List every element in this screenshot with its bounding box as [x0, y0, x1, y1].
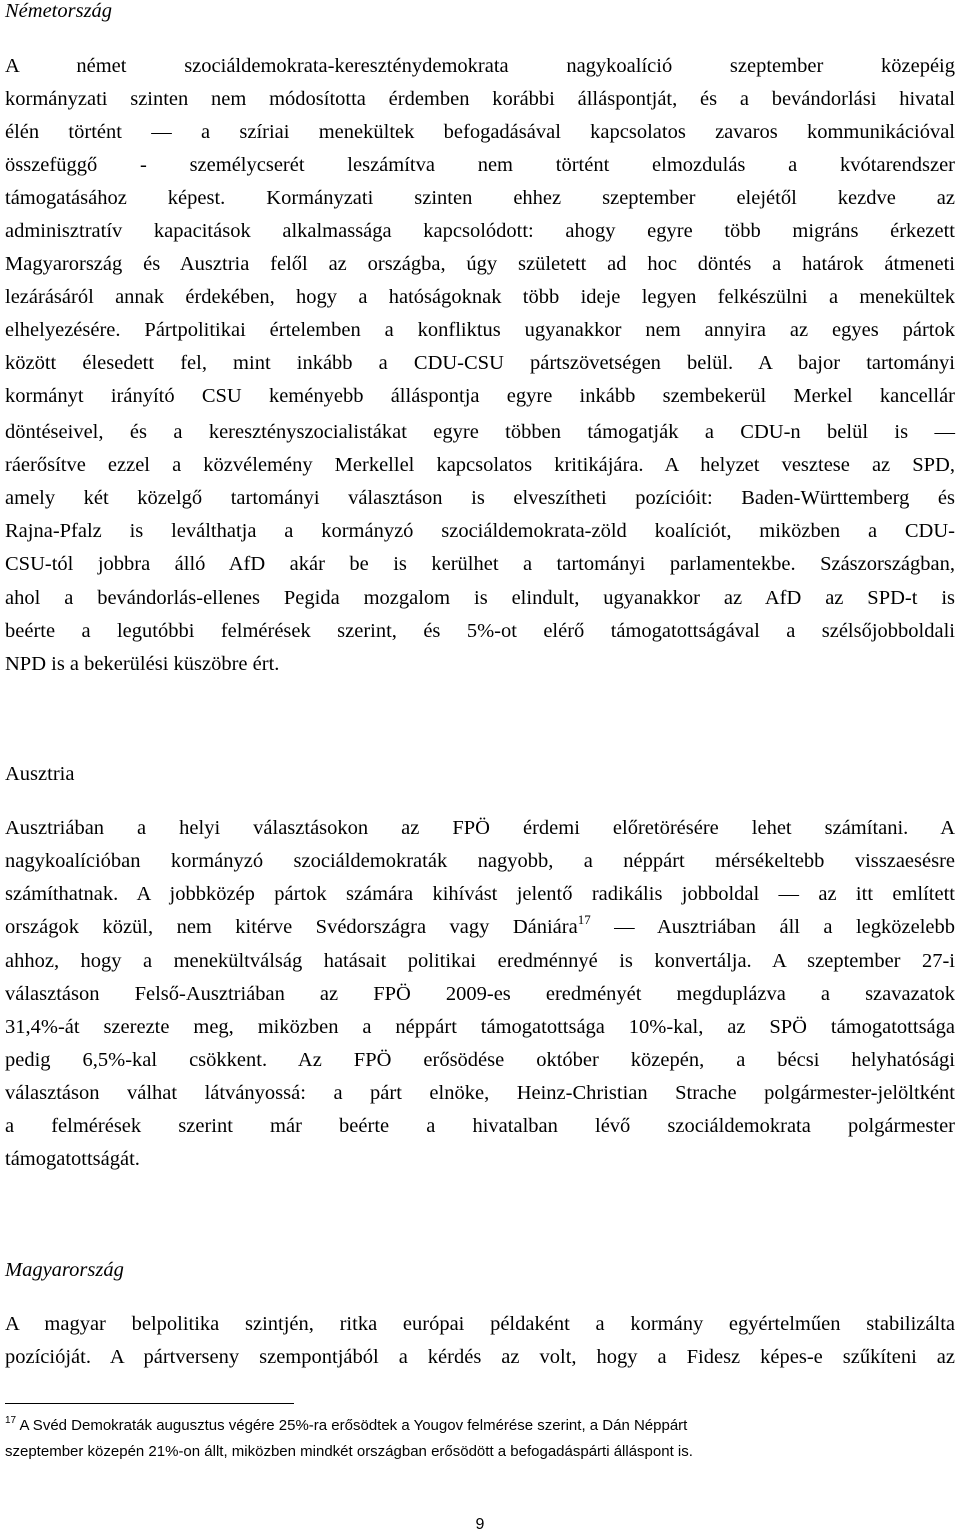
- text-line: ráerősítve ezzel a közvélemény Merkellel kapcsolatos kritikájára. A helyzet vesztese az SPD,: [5, 454, 955, 476]
- text-line: nagykoalícióban kormányzó szociáldemokraták nagyobb, a néppárt mérsékeltebb visszaesésre: [5, 850, 955, 872]
- footnote-text: szeptember közepén 21%-on állt, miközben mindkét országban erősödött a befogadáspárti álláspont is.: [5, 1443, 693, 1460]
- text-line: támogatásához képest. Kormányzati szinten ehhez szeptember elejétől kezdve az: [5, 187, 955, 209]
- text-line: CSU-tól jobbra álló AfD akár be is kerülhet a tartományi parlamentekbe. Szászországban,: [5, 553, 955, 575]
- text-line: ahhoz, hogy a menekültválság hatásait politikai eredménnyé is konvertálja. A szeptember 27-i: [5, 950, 955, 972]
- text-line: adminisztratív kapacitások alkalmassága kapcsolódott: ahogy egyre több migráns érkezett: [5, 220, 955, 242]
- text-line: NPD is a bekerülési küszöbre ért.: [5, 653, 280, 675]
- text-line: választáson Felső-Ausztriában az FPÖ 2009-es eredményét megduplázva a szavazatok: [5, 983, 955, 1005]
- text-line: választáson válhat látványossá: a párt elnöke, Heinz-Christian Strache polgármester-jelöltként: [5, 1082, 955, 1104]
- text-line: Magyarország és Ausztria felől az országba, úgy született ad hoc döntés a határok átmeneti: [5, 253, 955, 275]
- text-segment: országok közül, nem kitérve Svédországra vagy Dániára: [5, 916, 578, 938]
- section-heading-hungary: Magyarország: [5, 1259, 124, 1281]
- text-line: számíthatnak. A jobbközép pártok számára kihívást jelentő radikális jobboldal — az itt említett: [5, 883, 955, 905]
- text-line: döntéseivel, és a keresztényszocialistákat egyre többen támogatják a CDU-n belül is —: [5, 421, 955, 443]
- text-line: élén történt — a szíriai menekültek befogadásával kapcsolatos zavaros kommunikációval: [5, 121, 955, 143]
- text-line: között élesedett fel, mint inkább a CDU-CSU pártszövetségen belül. A bajor tartományi: [5, 352, 955, 374]
- text-line: [5, 914, 955, 940]
- footnote-number: 17: [5, 1415, 17, 1426]
- text-line: Rajna-Pfalz is leválthatja a kormányzó szociáldemokrata-zöld koalíciót, miközben a CDU-: [5, 520, 955, 542]
- text-line: 31,4%-át szerezte meg, miközben a néppárt támogatottsága 10%-kal, az SPÖ támogatottsága: [5, 1016, 955, 1038]
- text-line: pozícióját. A pártverseny szempontjából a kérdés az volt, hogy a Fidesz képes-e szűkíteni az: [5, 1346, 955, 1368]
- footnote-text: A Svéd Demokraták augusztus végére 25%-ra erősödtek a Yougov felmérése szerint, a Dán Néppárt: [16, 1417, 688, 1434]
- text-line: A német szociáldemokrata-kereszténydemokrata nagykoalíció szeptember közepéig: [5, 55, 955, 77]
- section-heading-austria: Ausztria: [5, 763, 75, 785]
- section-heading-germany: Németország: [5, 0, 113, 22]
- text-line: A magyar belpolitika szintjén, ritka európai példaként a kormány egyértelműen stabilizálta: [5, 1313, 955, 1335]
- text-line: Ausztriában a helyi választásokon az FPÖ érdemi előretörésére lehet számítani. A: [5, 817, 955, 839]
- text-line: kormányt irányító CSU keményebb álláspontja egyre inkább szembekerül Merkel kancellár: [5, 385, 955, 407]
- text-line: támogatottságát.: [5, 1148, 140, 1170]
- footnote-ref-17[interactable]: 17: [577, 912, 591, 927]
- text-segment: — Ausztriában áll a legközelebb: [590, 916, 955, 938]
- text-line: ahol a bevándorlás-ellenes Pegida mozgalom is elindult, ugyanakkor az AfD az SPD-t is: [5, 587, 955, 609]
- text-line: beérte a legutóbbi felmérések szerint, és 5%-ot elérő támogatottságával a szélsőjobboldali: [5, 620, 955, 642]
- text-line: lezárásáról annak érdekében, hogy a hatóságoknak több ideje legyen felkészülni a menekültek: [5, 286, 955, 308]
- footnote: [5, 1416, 955, 1436]
- text-line: kormányzati szinten nem módosította érdemben korábbi álláspontját, és a bevándorlási hivatal: [5, 88, 955, 110]
- text-line: amely két közelgő tartományi választáson is elveszítheti pozícióit: Baden-Württemberg és: [5, 487, 955, 509]
- text-line: összefüggő - személycserét leszámítva nem történt elmozdulás a kvótarendszer: [5, 154, 955, 176]
- text-line: elhelyezésére. Pártpolitikai értelemben a konfliktus ugyanakkor nem annyira az egyes pártok: [5, 319, 955, 341]
- page-number: 9: [475, 1516, 485, 1533]
- text-line: a felmérések szerint már beérte a hivatalban lévő szociáldemokrata polgármester: [5, 1115, 955, 1137]
- footnote-divider: [5, 1403, 294, 1404]
- text-line: pedig 6,5%-kal csökkent. Az FPÖ erősödése október közepén, a bécsi helyhatósági: [5, 1049, 955, 1071]
